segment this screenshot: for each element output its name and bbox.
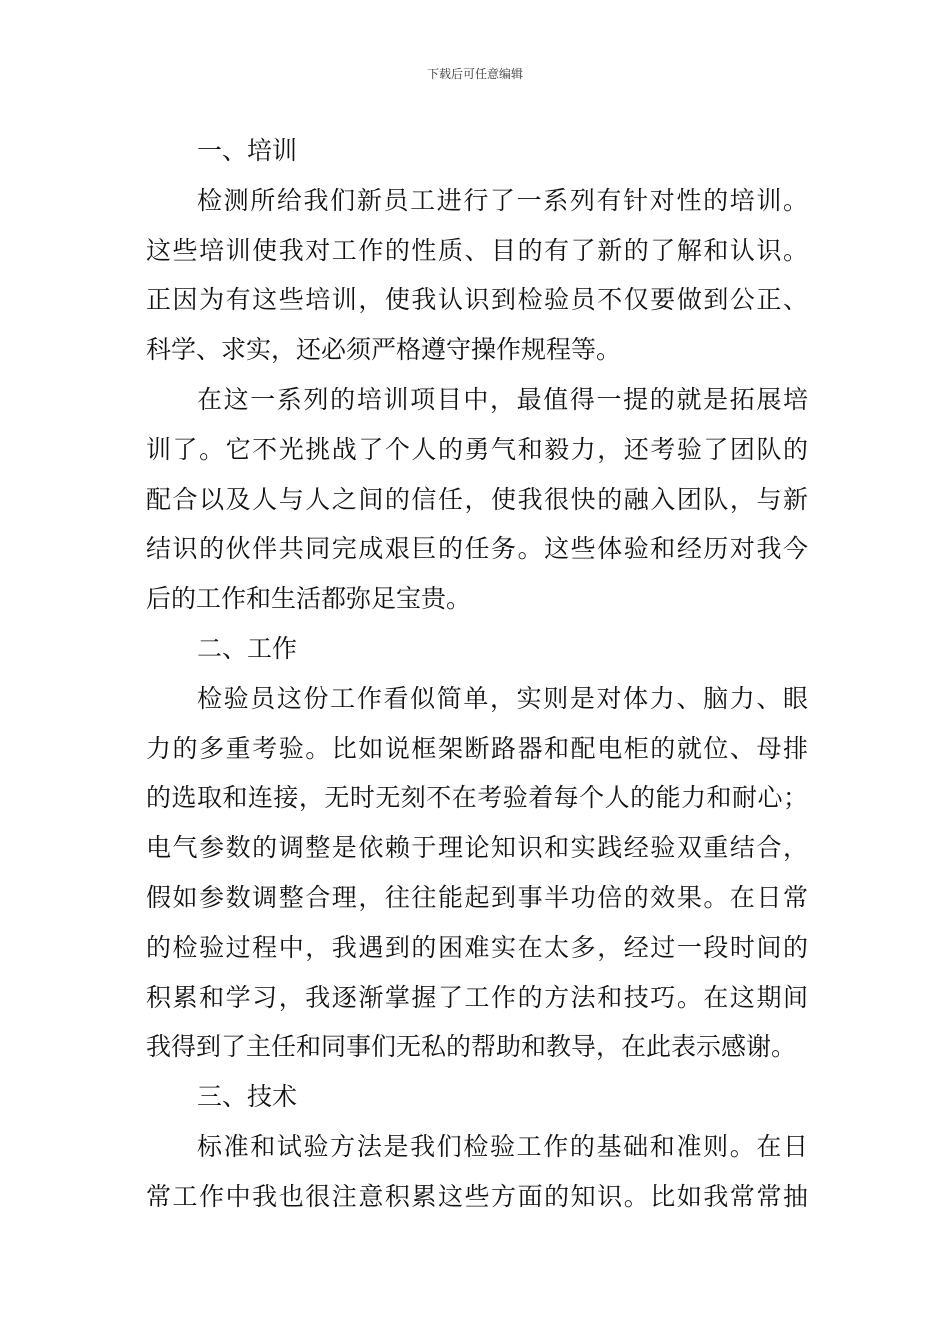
document-body [146,126,808,1222]
paragraph-line: 电气参数的调整是依赖于理论知识和实践经验双重结合， [146,833,808,863]
paragraph-line: 科学、求实，还必须严格遵守操作规程等。 [146,335,622,365]
paragraph-line: 检测所给我们新员工进行了一系列有针对性的培训。 [197,185,808,215]
paragraph-line: 标准和试验方法是我们检验工作的基础和准则。在日 [197,1131,808,1161]
section-heading: 一、培训 [197,136,298,165]
paragraph-line: 力的多重考验。比如说框架断路器和配电柜的就位、母排 [146,733,808,763]
page-header-note: 下载后可任意编辑 [426,67,523,81]
paragraph-line: 在这一系列的培训项目中，最值得一提的就是拓展培 [197,384,808,414]
paragraph-line: 结识的伙伴共同完成艰巨的任务。这些体验和经历对我今 [146,534,808,564]
section-heading: 二、工作 [197,633,298,663]
section-heading: 三、技术 [197,1082,298,1112]
paragraph-line: 的检验过程中，我遇到的困难实在太多，经过一段时间的 [146,932,808,962]
paragraph-line: 检验员这份工作看似简单，实则是对体力、脑力、眼 [197,683,808,713]
paragraph-line: 假如参数调整合理，往往能起到事半功倍的效果。在日常 [146,882,808,912]
paragraph-line: 后的工作和生活都弥足宝贵。 [146,584,472,614]
paragraph-line: 积累和学习，我逐渐掌握了工作的方法和技巧。在这期间 [146,982,808,1012]
paragraph-line: 的选取和连接，无时无刻不在考验着每个人的能力和耐心； [146,783,808,813]
paragraph-line: 常工作中我也很注意积累这些方面的知识。比如我常常抽 [146,1181,808,1211]
paragraph-line: 我得到了主任和同事们无私的帮助和教导，在此表示感谢。 [146,1032,797,1062]
paragraph-line: 这些培训使我对工作的性质、目的有了新的了解和认识。 [146,235,808,265]
paragraph-line: 正因为有这些培训，使我认识到检验员不仅要做到公正、 [146,285,808,315]
paragraph-line: 训了。它不光挑战了个人的勇气和毅力，还考验了团队的 [146,434,808,464]
paragraph-line: 配合以及人与人之间的信任，使我很快的融入团队，与新 [146,484,808,514]
